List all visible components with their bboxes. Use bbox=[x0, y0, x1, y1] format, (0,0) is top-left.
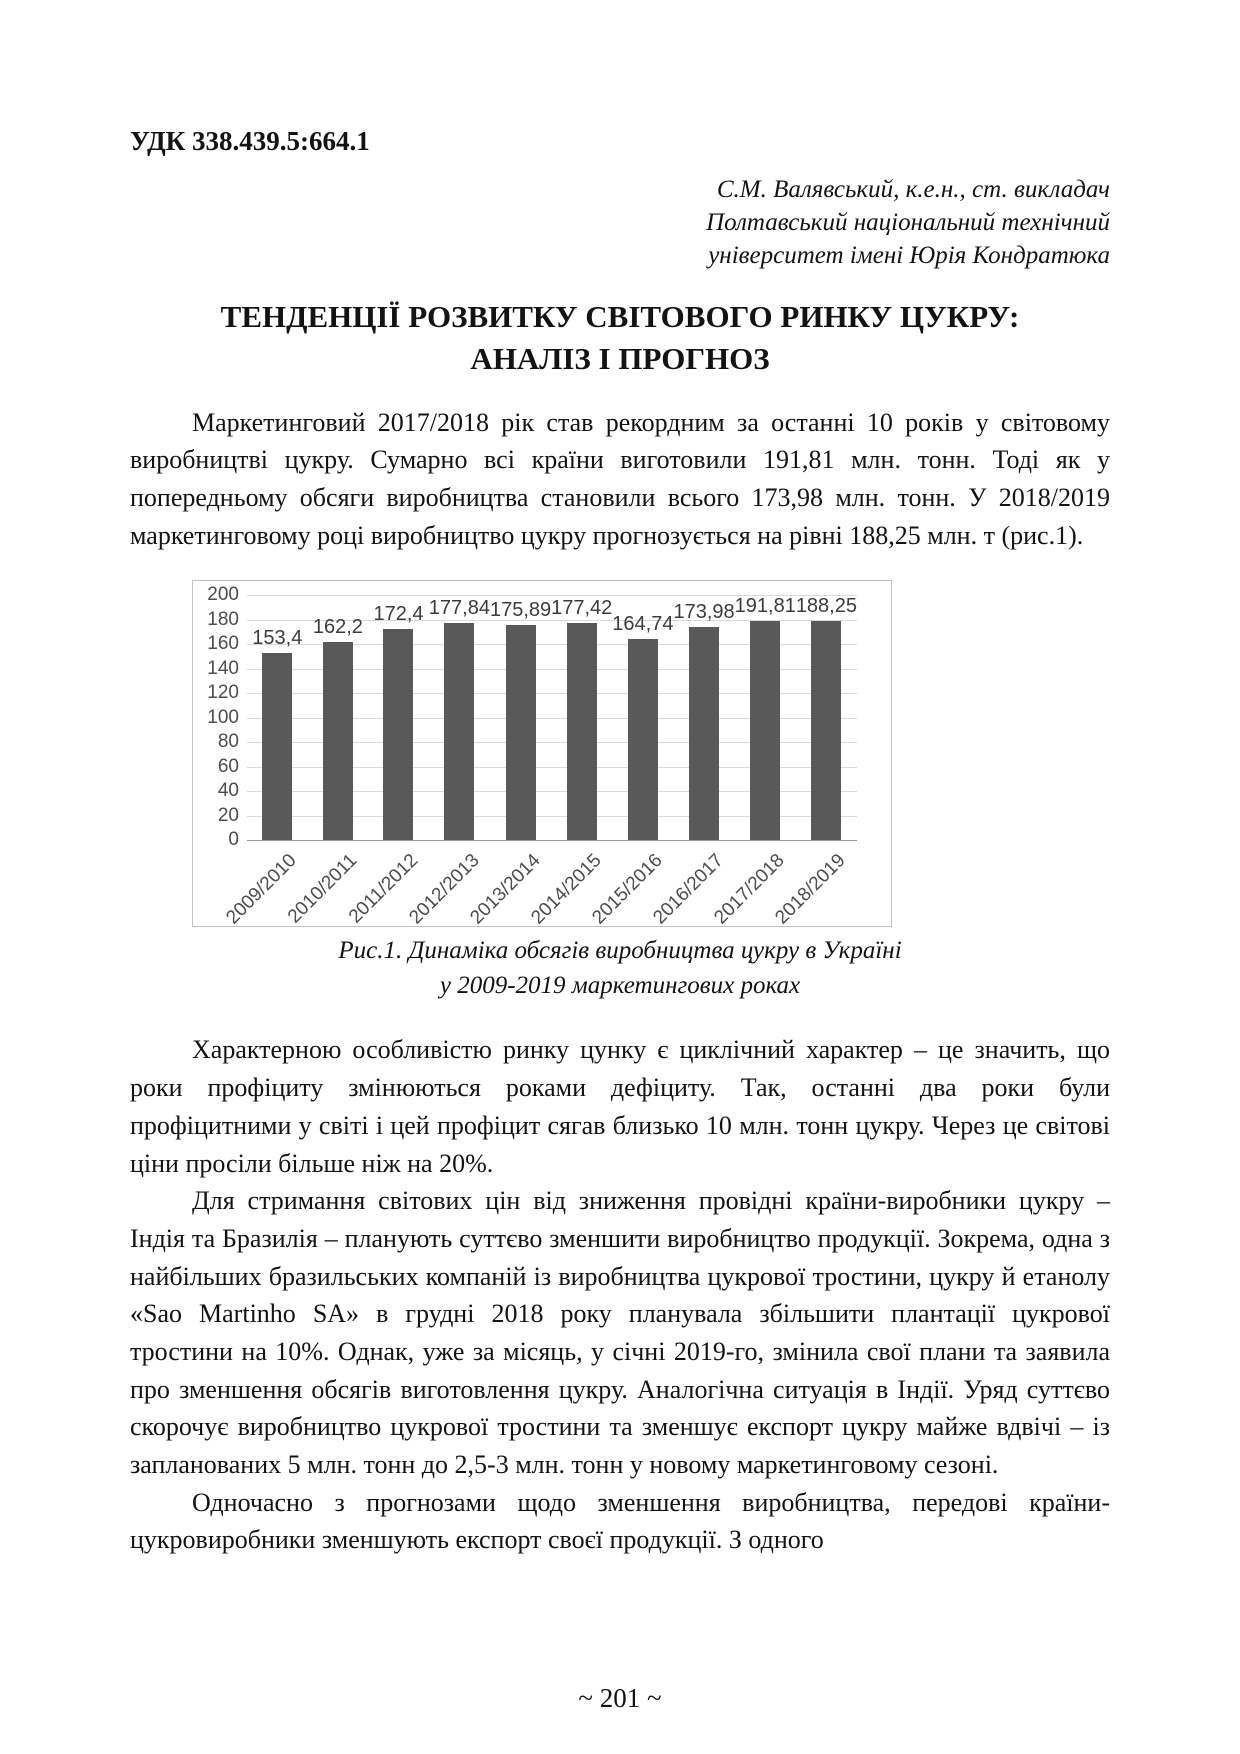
author-affiliation-line1: Полтавський національний технічний bbox=[706, 209, 1110, 236]
figure-1-bar-chart bbox=[192, 580, 892, 927]
chart-bar-slot bbox=[796, 595, 857, 840]
chart-y-tick-label: 200 bbox=[207, 584, 239, 606]
chart-bar-slot bbox=[735, 595, 796, 840]
chart-bar-value-label: 188,25 bbox=[795, 595, 857, 618]
chart-bar-value-label: 191,81 bbox=[734, 595, 796, 618]
chart-x-tick-label: 2017/2018 bbox=[709, 850, 789, 929]
chart-bar-slot bbox=[551, 595, 612, 840]
chart-bar bbox=[689, 627, 719, 840]
author-name: С.М. Валявський, к.е.н., ст. викладач bbox=[716, 176, 1110, 203]
paper-title-line2: АНАЛІЗ І ПРОГНОЗ bbox=[470, 340, 770, 376]
chart-x-tick-label: 2010/2011 bbox=[283, 850, 362, 928]
chart-bar-slot bbox=[429, 595, 490, 840]
chart-bars bbox=[247, 595, 857, 840]
page-number: ~ 201 ~ bbox=[578, 1683, 662, 1713]
chart-bar-value-label: 172,4 bbox=[373, 603, 424, 626]
chart-y-tick-label: 180 bbox=[207, 608, 239, 630]
figure-caption-line2: у 2009-2019 маркетингових роках bbox=[439, 972, 801, 1000]
figure-caption-line1: Рис.1. Динаміка обсягів виробництва цукру в Україні bbox=[338, 937, 902, 965]
chart-bar-value-label: 175,89 bbox=[489, 598, 552, 621]
chart-y-tick-label: 140 bbox=[207, 657, 239, 679]
chart-y-tick-label: 100 bbox=[207, 706, 239, 728]
chart-bar bbox=[383, 629, 413, 840]
chart-y-tick-label: 160 bbox=[207, 633, 239, 655]
chart-x-tick-label: 2016/2017 bbox=[648, 850, 728, 929]
paragraph-export: Одночасно з прогнозами щодо зменшення виробництва, передові країни-цукровиробники зменшують експорт своєї продукції. З одного bbox=[130, 1487, 1110, 1555]
chart-x-axis bbox=[221, 840, 857, 929]
chart-bar-value-label: 162,2 bbox=[312, 615, 363, 638]
chart-bar-value-label: 173,98 bbox=[673, 601, 735, 624]
paragraph-market-cycle: Характерною особливістю ринку цунку є циклічний характер – це значить, що роки профіциту змінюються роками дефіциту. Так, останні два роки були профіцитними у світі і цей профіцит сягав близько 10 млн. тонн цукру. Через це світові ціни просіли більше ніж на 20%. bbox=[130, 1035, 1110, 1178]
chart-x-tick-label: 2014/2015 bbox=[526, 850, 606, 929]
chart-y-tick-label: 80 bbox=[217, 731, 239, 753]
chart-bar bbox=[567, 623, 597, 840]
paragraph-producers: Для стримання світових цін від зниження провідні країни-виробники цукру – Індія та Бразилія – планують суттєво зменшити виробництво продукції. Зокрема, одна з найбільших бразильських компаній із виробництва цукрової тростини, цукру й етанолу «Sao Martinho SA» в грудні 2018 року планувала збільшити плантації цукрової тростини на 10%. Однак, уже за місяць, у січні 2019-го, змінила свої плани та заявила про зменшення обсягів виготовлення цукру. Аналогічна ситуація в Індії. Уряд суттєво скорочує виробництво цукрової тростини та зменшує експорт цукру майже вдвічі – із запланованих 5 млн. тонн до 2,5-3 млн. тонн у новому маркетинговому сезоні. bbox=[130, 1186, 1110, 1479]
paper-title-line1: ТЕНДЕНЦІЇ РОЗВИТКУ СВІТОВОГО РИНКУ ЦУКРУ: bbox=[220, 299, 1020, 334]
chart-bar-slot bbox=[490, 595, 551, 840]
udc-code: УДК 338.439.5:664.1 bbox=[130, 126, 370, 156]
figure-caption bbox=[130, 933, 1110, 1003]
chart-x-tick-label: 2009/2010 bbox=[221, 850, 301, 929]
chart-x-tick-label: 2013/2014 bbox=[465, 850, 545, 929]
chart-bar bbox=[506, 625, 536, 840]
chart-bar bbox=[750, 621, 780, 840]
chart-bar bbox=[444, 623, 474, 841]
chart-bar-slot bbox=[673, 595, 734, 840]
chart-x-tick-label: 2015/2016 bbox=[587, 850, 667, 929]
paper-title bbox=[130, 296, 1110, 380]
chart-x-tick-label: 2011/2012 bbox=[344, 850, 423, 928]
chart-x-tick-label: 2018/2019 bbox=[770, 850, 850, 929]
chart-y-tick-label: 120 bbox=[207, 682, 239, 704]
chart-bar bbox=[628, 639, 658, 841]
chart-y-axis bbox=[203, 584, 247, 851]
chart-y-tick-label: 60 bbox=[217, 755, 239, 777]
chart-plot-area bbox=[247, 595, 857, 840]
author-block bbox=[130, 173, 1110, 272]
chart-bar-slot bbox=[308, 595, 369, 840]
chart-bar-slot bbox=[612, 595, 673, 840]
author-affiliation-line2: університет імені Юрія Кондратюка bbox=[708, 242, 1110, 269]
chart-bar bbox=[262, 653, 292, 841]
chart-bar bbox=[323, 642, 353, 841]
chart-bar-value-label: 177,84 bbox=[428, 596, 490, 619]
chart-bar-value-label: 153,4 bbox=[252, 626, 303, 649]
chart-bar-value-label: 164,74 bbox=[612, 612, 674, 635]
chart-x-tick-label: 2012/2013 bbox=[404, 850, 484, 929]
paragraph-intro: Маркетинговий 2017/2018 рік став рекордним за останні 10 років у світовому виробництві цукру. Сумарно всі країни виготовили 191,81 млн. тонн. Тоді як у попередньому обсяги виробництва становили всього 173,98 млн. тонн. У 2018/2019 маркетинговому році виробництво цукру прогнозується на рівні 188,25 млн. т (рис.1). bbox=[130, 407, 1110, 550]
chart-bar-slot bbox=[368, 595, 429, 840]
chart-bar-slot bbox=[247, 595, 308, 840]
chart-plot-row bbox=[203, 584, 873, 851]
chart-bar-value-label: 177,42 bbox=[551, 597, 613, 620]
chart-y-tick-label: 20 bbox=[217, 804, 239, 826]
chart-bar bbox=[811, 621, 841, 840]
chart-y-tick-label: 40 bbox=[217, 780, 239, 802]
chart-y-tick-label: 0 bbox=[228, 829, 239, 851]
